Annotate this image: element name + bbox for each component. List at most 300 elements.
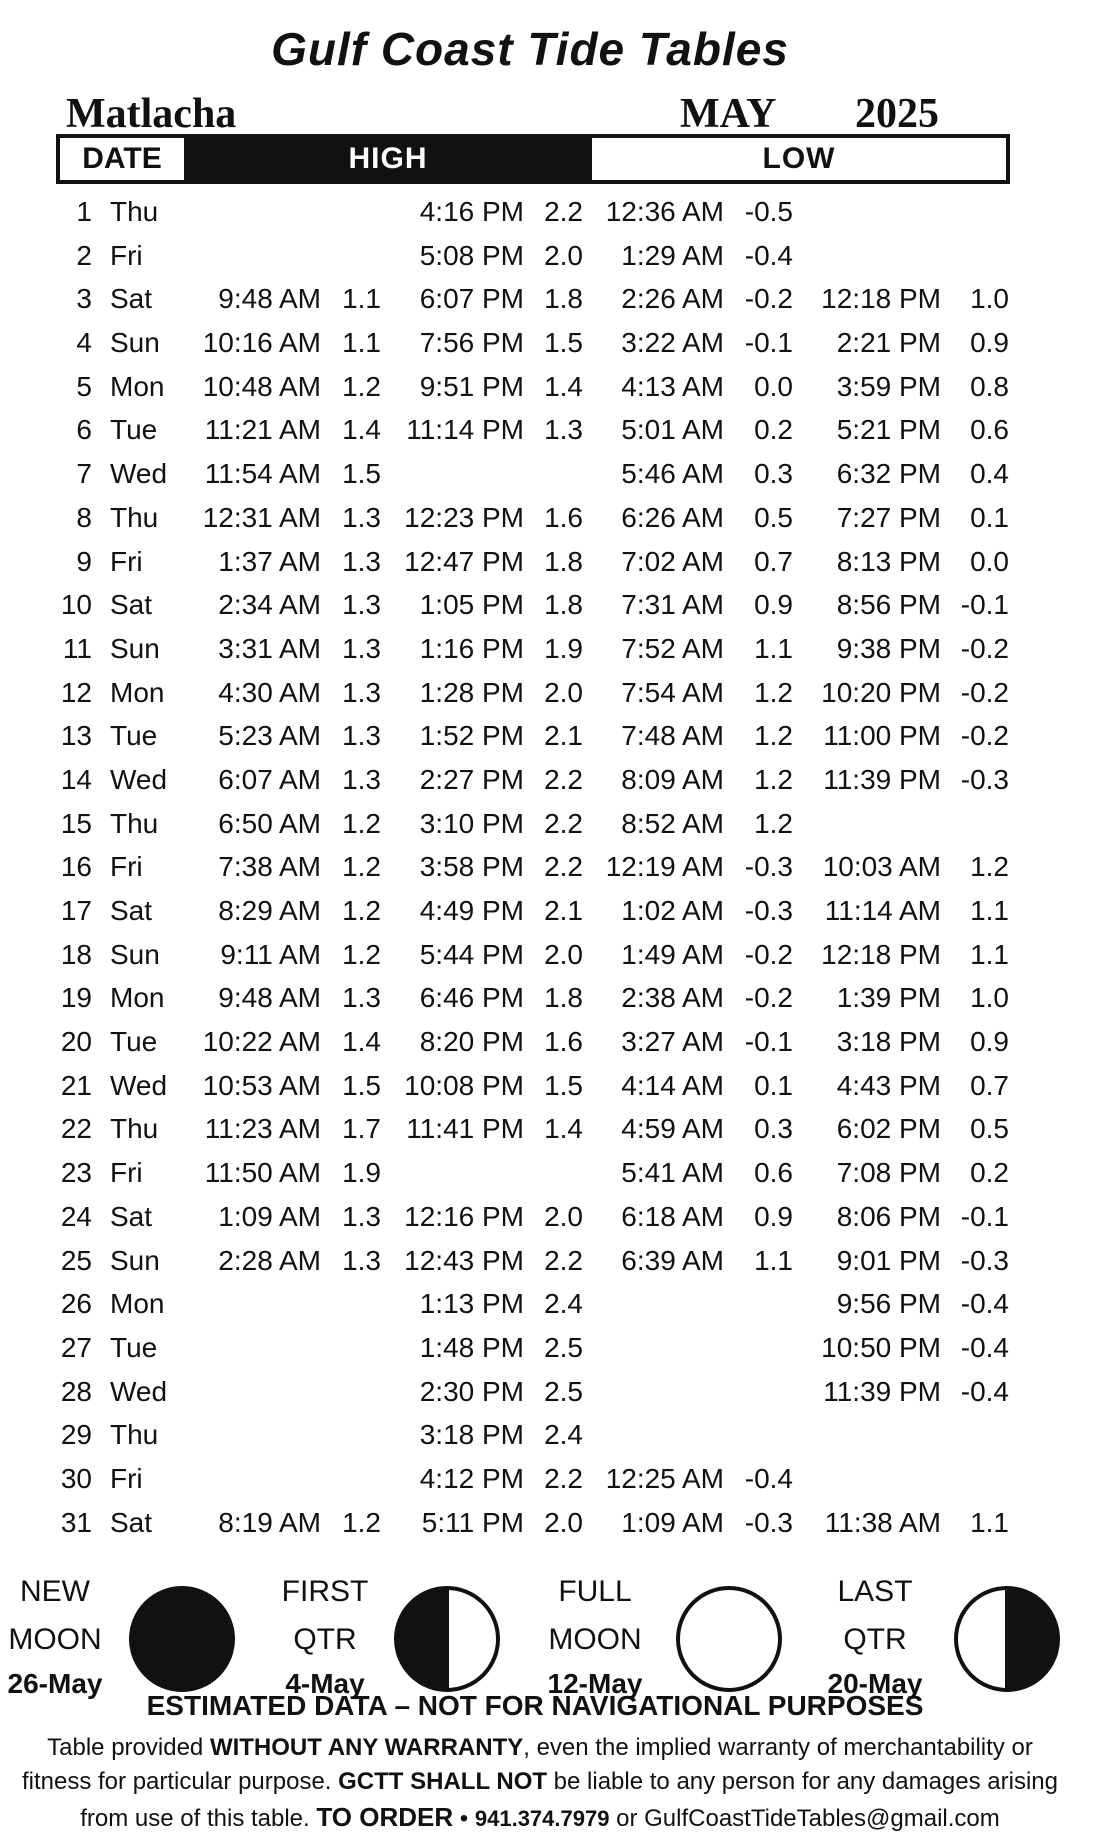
high-1-time: 8:29 AM <box>218 895 321 926</box>
weekday: Sat <box>110 1200 153 1232</box>
high-2-time: 11:14 PM <box>406 414 524 446</box>
low-2-time: 9:01 PM <box>836 1244 941 1276</box>
low-1-time: 8:09 AM <box>621 763 724 795</box>
high-2-height: 1.8 <box>544 982 583 1014</box>
high-1-time: 11:21 AM <box>204 414 321 446</box>
high-2-time: 4:16 PM <box>419 196 524 227</box>
high-2-height: 1.3 <box>544 414 583 446</box>
high-2-height: 2.1 <box>544 895 583 926</box>
full-moon-line1: FULL <box>558 1575 632 1608</box>
high-2-height: 1.8 <box>544 545 583 577</box>
day-number: 7 <box>76 458 92 490</box>
low-2-height: 1.0 <box>970 982 1009 1014</box>
high-1-height: 1.3 <box>342 501 381 533</box>
table-row <box>0 363 1113 407</box>
high-1-height: 1.3 <box>342 720 381 752</box>
low-1-height: 0.0 <box>754 370 793 402</box>
low-2-height: -0.2 <box>960 676 1009 708</box>
low-2-time: 12:18 PM <box>821 938 941 970</box>
day-number: 31 <box>60 1506 92 1538</box>
low-2-height: 0.9 <box>970 1026 1009 1058</box>
high-2-time: 1:48 PM <box>419 1331 524 1363</box>
high-2-height: 2.0 <box>544 938 583 970</box>
low-1-height: 0.3 <box>754 458 793 490</box>
day-number: 11 <box>62 632 92 664</box>
weekday: Sat <box>110 1506 153 1538</box>
low-1-time: 6:26 AM <box>621 501 724 533</box>
disclaimer-1b: WITHOUT ANY WARRANTY <box>209 1734 524 1761</box>
low-1-height: 0.2 <box>754 414 793 446</box>
weekday: Thu <box>110 1419 159 1451</box>
last-quarter-moon-icon <box>952 1584 1062 1694</box>
high-1-time: 4:30 AM <box>218 676 321 708</box>
high-1-height: 1.5 <box>342 1069 381 1101</box>
high-2-height: 2.1 <box>544 720 583 752</box>
high-1-time: 2:34 AM <box>218 589 321 621</box>
low-1-time: 6:39 AM <box>621 1244 724 1276</box>
high-column-header: HIGH <box>184 138 592 180</box>
high-1-height: 1.2 <box>342 938 381 970</box>
low-2-time: 3:18 PM <box>836 1026 941 1058</box>
high-1-height: 1.2 <box>342 851 381 883</box>
high-2-height: 1.6 <box>544 1026 583 1058</box>
location-name: Matlacha <box>66 91 237 137</box>
table-row <box>0 756 1113 800</box>
high-2-height: 2.0 <box>544 676 583 708</box>
high-1-time: 11:23 AM <box>204 1113 321 1145</box>
low-2-height: 0.1 <box>970 501 1009 533</box>
day-number: 28 <box>60 1375 92 1407</box>
first-qtr-line1: FIRST <box>281 1575 369 1608</box>
table-row <box>0 581 1113 625</box>
high-2-time: 5:08 PM <box>419 239 524 271</box>
day-number: 4 <box>76 327 92 359</box>
day-number: 10 <box>60 589 92 621</box>
new-moon-icon <box>127 1584 237 1694</box>
low-2-time: 10:20 PM <box>821 676 941 708</box>
weekday: Thu <box>110 501 159 533</box>
low-2-height: 1.1 <box>970 895 1009 926</box>
day-number: 16 <box>60 851 92 883</box>
day-number: 12 <box>60 676 92 708</box>
low-1-time: 4:14 AM <box>621 1069 724 1101</box>
high-1-time: 11:54 AM <box>204 458 321 490</box>
low-1-height: -0.3 <box>744 895 793 926</box>
low-1-height: 0.9 <box>754 589 793 621</box>
low-1-height: 0.7 <box>754 545 793 577</box>
last-qtr-line1: LAST <box>837 1575 913 1608</box>
high-2-time: 10:08 PM <box>404 1069 524 1101</box>
low-2-time: 10:50 PM <box>821 1331 941 1363</box>
low-1-time: 7:02 AM <box>621 545 724 577</box>
low-1-height: -0.3 <box>744 1506 793 1538</box>
high-1-time: 1:09 AM <box>218 1200 321 1232</box>
high-2-height: 2.2 <box>544 763 583 795</box>
high-1-time: 9:48 AM <box>218 283 321 315</box>
high-2-time: 8:20 PM <box>419 1026 524 1058</box>
low-2-height: -0.2 <box>960 632 1009 664</box>
weekday: Wed <box>110 1375 168 1407</box>
weekday: Mon <box>110 1288 165 1320</box>
day-number: 2 <box>76 239 92 271</box>
first-qtr-date: 4-May <box>285 1668 365 1699</box>
low-2-time: 11:38 AM <box>824 1506 941 1538</box>
disclaimer-line-1 <box>0 1734 1080 1762</box>
high-1-height: 1.1 <box>342 283 381 315</box>
low-1-height: 1.1 <box>754 632 793 664</box>
high-2-time: 7:56 PM <box>419 327 524 359</box>
low-1-height: -0.1 <box>744 1026 793 1058</box>
high-2-height: 1.8 <box>544 589 583 621</box>
high-1-time: 12:31 AM <box>202 501 321 533</box>
low-2-height: 1.2 <box>970 851 1009 883</box>
high-2-time: 6:46 PM <box>419 982 524 1014</box>
table-row <box>0 1324 1113 1368</box>
table-row <box>0 1411 1113 1455</box>
high-1-height: 1.9 <box>342 1157 381 1189</box>
low-2-height: 0.6 <box>970 414 1009 446</box>
high-1-time: 10:22 AM <box>202 1026 321 1058</box>
low-2-height: -0.1 <box>960 589 1009 621</box>
high-1-time: 6:07 AM <box>218 763 321 795</box>
table-row <box>0 406 1113 450</box>
full-moon-label <box>540 1568 650 1664</box>
high-1-height: 1.3 <box>342 982 381 1014</box>
day-number: 30 <box>60 1462 92 1494</box>
low-1-height: -0.3 <box>744 851 793 883</box>
table-row <box>0 625 1113 669</box>
high-1-time: 9:48 AM <box>218 982 321 1014</box>
low-1-time: 3:22 AM <box>621 327 724 359</box>
low-1-height: 1.2 <box>754 720 793 752</box>
low-2-time: 11:14 AM <box>824 895 941 926</box>
high-1-time: 8:19 AM <box>218 1506 321 1538</box>
day-number: 25 <box>60 1244 92 1276</box>
day-number: 3 <box>76 283 92 315</box>
low-2-height: -0.1 <box>960 1200 1009 1232</box>
low-1-height: 1.2 <box>754 763 793 795</box>
weekday: Wed <box>110 763 168 795</box>
low-2-time: 10:03 AM <box>822 851 941 883</box>
low-column-header: LOW <box>762 142 836 175</box>
high-1-time: 11:50 AM <box>204 1157 321 1189</box>
high-2-time: 5:44 PM <box>419 938 524 970</box>
first-qtr-label <box>270 1568 380 1664</box>
disclaimer-2a: fitness for particular purpose. <box>21 1768 339 1795</box>
low-1-time: 2:26 AM <box>621 283 724 315</box>
high-2-height: 2.2 <box>544 196 583 227</box>
day-number: 6 <box>76 414 92 446</box>
low-1-time: 7:48 AM <box>621 720 724 752</box>
day-number: 20 <box>60 1026 92 1058</box>
high-1-time: 5:23 AM <box>218 720 321 752</box>
table-row <box>0 800 1113 844</box>
high-2-height: 2.0 <box>544 1506 583 1538</box>
low-2-height: -0.2 <box>960 720 1009 752</box>
day-number: 24 <box>60 1200 92 1232</box>
low-2-height: 1.1 <box>970 938 1009 970</box>
table-row <box>0 931 1113 975</box>
high-2-time: 1:05 PM <box>419 589 524 621</box>
full-moon-icon <box>674 1584 784 1694</box>
tide-table <box>0 188 1113 1542</box>
weekday: Fri <box>110 1157 143 1189</box>
new-moon-line2: MOON <box>8 1623 102 1656</box>
high-2-height: 2.4 <box>544 1419 583 1451</box>
high-1-height: 1.5 <box>342 458 381 490</box>
low-1-height: 1.1 <box>754 1244 793 1276</box>
high-2-height: 1.4 <box>544 1113 583 1145</box>
disclaimer-2c: be liable to any person for any damages arising <box>547 1768 1058 1795</box>
first-quarter-moon-icon <box>392 1584 502 1694</box>
high-2-time: 1:52 PM <box>419 720 524 752</box>
weekday: Wed <box>110 1069 168 1101</box>
low-2-time: 8:06 PM <box>836 1200 941 1232</box>
high-1-time: 10:16 AM <box>202 327 321 359</box>
low-1-time: 5:46 AM <box>621 458 724 490</box>
low-1-height: 0.5 <box>754 501 793 533</box>
weekday: Sun <box>110 632 160 664</box>
low-2-height: -0.4 <box>960 1288 1009 1320</box>
low-2-time: 12:18 PM <box>821 283 941 315</box>
table-row <box>0 319 1113 363</box>
low-1-time: 6:18 AM <box>621 1200 724 1232</box>
table-row <box>0 1105 1113 1149</box>
low-2-height: 0.5 <box>970 1113 1009 1145</box>
low-1-time: 4:13 AM <box>621 370 724 402</box>
high-2-time: 12:23 PM <box>404 501 524 533</box>
disclaimer-line-3 <box>0 1802 1080 1833</box>
low-2-time: 6:02 PM <box>836 1113 941 1145</box>
new-moon-label <box>0 1568 110 1664</box>
high-2-height: 2.2 <box>544 807 583 839</box>
low-1-time: 5:41 AM <box>621 1157 724 1189</box>
order-phone: 941.374.7979 <box>474 1806 610 1831</box>
weekday: Sun <box>110 938 160 970</box>
high-2-height: 1.5 <box>544 327 583 359</box>
day-number: 26 <box>60 1288 92 1320</box>
day-number: 15 <box>60 807 92 839</box>
table-row <box>0 275 1113 319</box>
weekday: Fri <box>110 545 143 577</box>
table-row <box>0 494 1113 538</box>
weekday: Thu <box>110 196 159 227</box>
low-1-height: 0.9 <box>754 1200 793 1232</box>
low-2-height: 0.4 <box>970 458 1009 490</box>
low-2-height: 0.7 <box>970 1069 1009 1101</box>
high-2-time: 11:41 PM <box>406 1113 524 1145</box>
table-row <box>0 1280 1113 1324</box>
high-2-height: 2.2 <box>544 1462 583 1494</box>
full-moon-date: 12-May <box>547 1668 643 1699</box>
low-1-height: 1.2 <box>754 807 793 839</box>
high-1-height: 1.3 <box>342 545 381 577</box>
order-email: or GulfCoastTideTables@gmail.com <box>609 1805 1000 1832</box>
table-row <box>0 974 1113 1018</box>
weekday: Mon <box>110 982 165 1014</box>
high-1-time: 2:28 AM <box>218 1244 321 1276</box>
low-1-height: -0.5 <box>744 196 793 227</box>
day-number: 27 <box>60 1331 92 1363</box>
day-number: 14 <box>60 763 92 795</box>
table-row <box>0 712 1113 756</box>
high-2-height: 1.6 <box>544 501 583 533</box>
disclaimer-line-2 <box>0 1768 1080 1796</box>
low-2-time: 11:00 PM <box>823 720 941 752</box>
high-2-time: 9:51 PM <box>419 370 524 402</box>
high-2-height: 2.0 <box>544 239 583 271</box>
high-1-time: 10:53 AM <box>202 1069 321 1101</box>
low-2-height: -0.4 <box>960 1331 1009 1363</box>
order-label: TO ORDER <box>316 1802 454 1832</box>
table-row <box>0 669 1113 713</box>
low-2-height: -0.4 <box>960 1375 1009 1407</box>
low-2-time: 7:08 PM <box>836 1157 941 1189</box>
low-2-time: 3:59 PM <box>836 370 941 402</box>
low-1-time: 8:52 AM <box>621 807 724 839</box>
high-2-height: 2.5 <box>544 1375 583 1407</box>
day-number: 29 <box>60 1419 92 1451</box>
low-1-time: 7:52 AM <box>621 632 724 664</box>
low-2-time: 4:43 PM <box>836 1069 941 1101</box>
low-1-height: 0.3 <box>754 1113 793 1145</box>
table-row <box>0 1368 1113 1412</box>
high-2-time: 3:18 PM <box>419 1419 524 1451</box>
table-row <box>0 1237 1113 1281</box>
high-1-height: 1.2 <box>342 1506 381 1538</box>
high-1-height: 1.3 <box>342 763 381 795</box>
low-1-time: 12:19 AM <box>605 851 724 883</box>
low-1-height: -0.2 <box>744 283 793 315</box>
high-2-time: 4:12 PM <box>419 1462 524 1494</box>
day-number: 23 <box>60 1157 92 1189</box>
last-qtr-label <box>820 1568 930 1664</box>
table-row <box>0 1193 1113 1237</box>
high-1-time: 6:50 AM <box>218 807 321 839</box>
high-2-time: 1:13 PM <box>419 1288 524 1320</box>
high-1-height: 1.2 <box>342 895 381 926</box>
day-number: 5 <box>76 370 92 402</box>
table-row <box>0 1149 1113 1193</box>
full-moon-line2: MOON <box>548 1623 642 1656</box>
high-1-height: 1.3 <box>342 1244 381 1276</box>
low-2-height: 0.9 <box>970 327 1009 359</box>
weekday: Mon <box>110 370 165 402</box>
low-1-height: 1.2 <box>754 676 793 708</box>
table-row <box>0 1062 1113 1106</box>
low-1-time: 12:36 AM <box>605 196 724 227</box>
low-1-time: 7:54 AM <box>621 676 724 708</box>
low-2-time: 7:27 PM <box>836 501 941 533</box>
high-2-height: 2.2 <box>544 851 583 883</box>
weekday: Thu <box>110 1113 159 1145</box>
weekday: Mon <box>110 676 165 708</box>
day-number: 1 <box>76 196 92 227</box>
low-2-time: 2:21 PM <box>836 327 941 359</box>
low-2-height: 1.0 <box>970 283 1009 315</box>
year-label: 2025 <box>855 91 939 137</box>
low-1-time: 2:38 AM <box>621 982 724 1014</box>
disclaimer-2b: GCTT SHALL NOT <box>338 1768 548 1795</box>
low-1-height: -0.1 <box>744 327 793 359</box>
low-1-height: 0.6 <box>754 1157 793 1189</box>
high-1-time: 10:48 AM <box>202 370 321 402</box>
low-1-height: -0.4 <box>744 239 793 271</box>
low-2-time: 9:38 PM <box>836 632 941 664</box>
high-1-height: 1.4 <box>342 414 381 446</box>
month-label: MAY <box>680 91 777 137</box>
low-2-time: 8:56 PM <box>836 589 941 621</box>
high-1-time: 9:11 AM <box>220 938 321 970</box>
low-1-height: -0.2 <box>744 938 793 970</box>
low-2-time: 9:56 PM <box>836 1288 941 1320</box>
day-number: 17 <box>60 895 92 926</box>
table-row <box>0 1455 1113 1499</box>
low-2-time: 5:21 PM <box>836 414 941 446</box>
table-row <box>0 538 1113 582</box>
low-2-time: 8:13 PM <box>836 545 941 577</box>
low-2-height: -0.3 <box>960 1244 1009 1276</box>
last-qtr-line2: QTR <box>843 1623 907 1656</box>
low-1-time: 12:25 AM <box>605 1462 724 1494</box>
disclaimer-3c: • <box>453 1805 475 1832</box>
high-1-height: 1.7 <box>342 1113 381 1145</box>
high-1-height: 1.3 <box>342 676 381 708</box>
column-header-bar <box>56 134 1010 184</box>
last-qtr-date: 20-May <box>827 1668 923 1699</box>
weekday: Thu <box>110 807 159 839</box>
day-number: 9 <box>76 545 92 577</box>
weekday: Fri <box>110 1462 143 1494</box>
table-row <box>0 1499 1113 1543</box>
disclaimer-3a: from use of this table. <box>80 1805 317 1832</box>
high-2-time: 3:10 PM <box>419 807 524 839</box>
high-1-height: 1.3 <box>342 589 381 621</box>
table-row <box>0 887 1113 931</box>
high-2-time: 1:28 PM <box>419 676 524 708</box>
weekday: Sun <box>110 327 160 359</box>
low-2-height: -0.3 <box>960 763 1009 795</box>
high-2-time: 2:30 PM <box>419 1375 524 1407</box>
first-qtr-line2: QTR <box>293 1623 357 1656</box>
high-1-height: 1.4 <box>342 1026 381 1058</box>
disclaimer-title: ESTIMATED DATA – NOT FOR NAVIGATIONAL PURPOSES <box>146 1690 924 1721</box>
high-2-height: 1.9 <box>544 632 583 664</box>
low-2-height: 0.8 <box>970 370 1009 402</box>
day-number: 19 <box>60 982 92 1014</box>
low-2-time: 11:39 PM <box>823 1375 941 1407</box>
high-2-height: 2.5 <box>544 1331 583 1363</box>
high-2-time: 2:27 PM <box>419 763 524 795</box>
weekday: Tue <box>110 1026 158 1058</box>
high-2-height: 2.0 <box>544 1200 583 1232</box>
table-row <box>0 232 1113 276</box>
high-2-time: 12:47 PM <box>404 545 524 577</box>
weekday: Fri <box>110 851 143 883</box>
high-2-time: 5:11 PM <box>421 1506 524 1538</box>
weekday: Sat <box>110 589 153 621</box>
low-1-time: 7:31 AM <box>621 589 724 621</box>
low-1-time: 1:29 AM <box>621 239 724 271</box>
low-1-time: 5:01 AM <box>621 414 724 446</box>
high-1-time: 7:38 AM <box>218 851 321 883</box>
low-1-time: 1:09 AM <box>621 1506 724 1538</box>
day-number: 21 <box>60 1069 92 1101</box>
high-1-time: 3:31 AM <box>218 632 321 664</box>
high-1-height: 1.3 <box>342 1200 381 1232</box>
high-2-time: 12:43 PM <box>404 1244 524 1276</box>
disclaimer-1a: Table provided <box>47 1734 210 1761</box>
